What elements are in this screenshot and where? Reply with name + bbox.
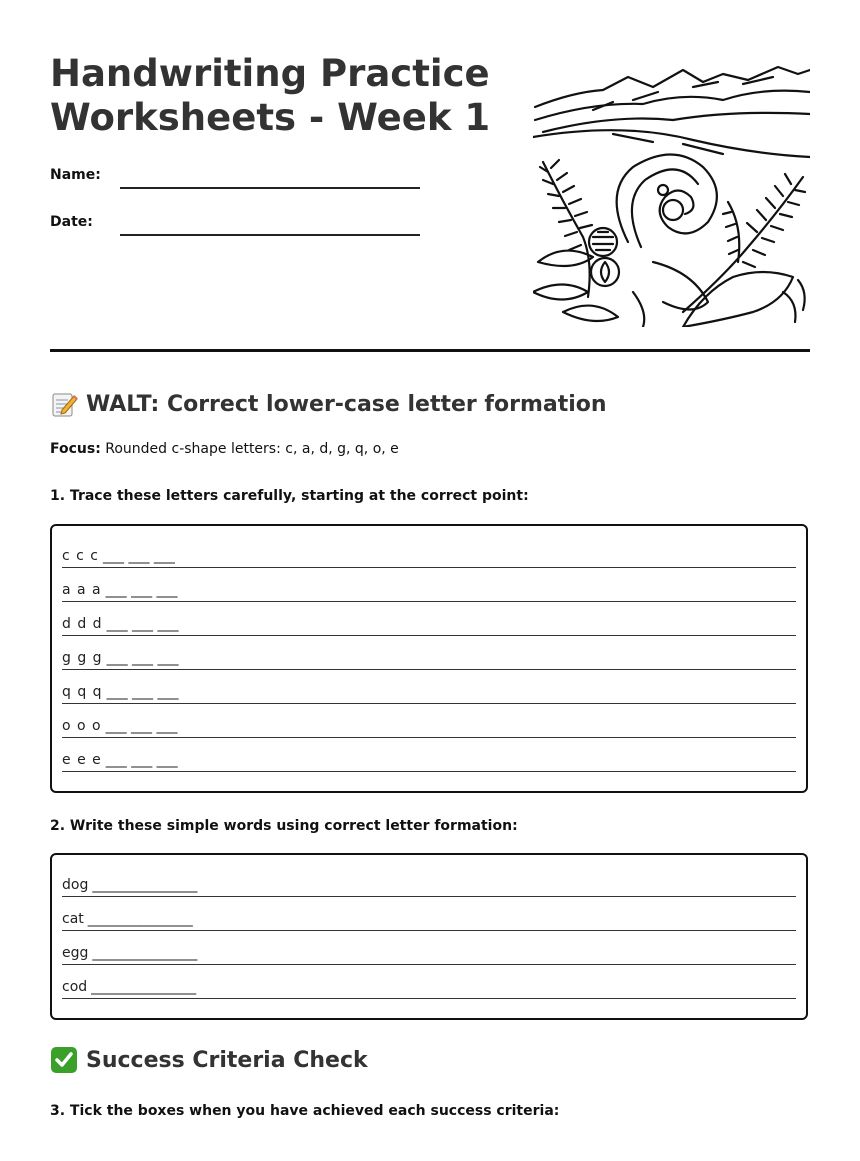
date-label: Date: xyxy=(50,214,93,230)
word-row[interactable] xyxy=(62,931,796,965)
check-mark-button-icon xyxy=(50,1046,78,1074)
word-row[interactable] xyxy=(62,897,796,931)
focus-label: Focus: xyxy=(50,441,101,457)
word-row[interactable] xyxy=(62,965,796,999)
trace-blanks: ___ ___ ___ xyxy=(103,548,175,564)
name-field[interactable] xyxy=(120,187,420,189)
header-divider xyxy=(50,349,810,352)
trace-row[interactable] xyxy=(62,636,796,670)
trace-row[interactable] xyxy=(62,602,796,636)
trace-row[interactable] xyxy=(62,704,796,738)
focus-text: Rounded c-shape letters: c, a, d, g, q, o, e xyxy=(100,441,399,457)
trace-blanks: ___ ___ ___ xyxy=(106,650,179,666)
question-2: 2. Write these simple words using correct letter formation: xyxy=(50,818,518,834)
trace-letters: e e e xyxy=(62,752,102,768)
trace-letters: d d d xyxy=(62,616,103,632)
word-blank: _______________ xyxy=(92,945,198,961)
write-words-box xyxy=(50,853,808,1020)
trace-letters: o o o xyxy=(62,718,102,734)
focus-line xyxy=(50,441,399,457)
trace-blanks: ___ ___ ___ xyxy=(106,616,179,632)
word-text: cat xyxy=(62,911,84,927)
word-blank: _______________ xyxy=(87,911,193,927)
trace-row[interactable] xyxy=(62,670,796,704)
title-line-2: Worksheets - Week 1 xyxy=(50,96,491,139)
trace-blanks: ___ ___ ___ xyxy=(105,752,178,768)
date-field[interactable] xyxy=(120,234,420,236)
question-1: 1. Trace these letters carefully, starting at the correct point: xyxy=(50,488,529,504)
trace-blanks: ___ ___ ___ xyxy=(106,684,179,700)
name-label: Name: xyxy=(50,167,101,183)
trace-row[interactable] xyxy=(62,568,796,602)
word-row[interactable] xyxy=(62,863,796,897)
walt-heading-text: WALT: Correct lower-case letter formation xyxy=(86,391,607,417)
worksheet-title xyxy=(50,52,490,140)
trace-letters: a a a xyxy=(62,582,102,598)
memo-icon xyxy=(50,390,78,418)
walt-heading xyxy=(50,390,607,418)
trace-letters-box xyxy=(50,524,808,793)
word-blank: _______________ xyxy=(91,979,197,995)
title-line-1: Handwriting Practice xyxy=(50,52,490,95)
word-blank: _______________ xyxy=(92,877,198,893)
trace-row[interactable] xyxy=(62,534,796,568)
koru-fern-mountain-illustration xyxy=(533,62,810,327)
success-criteria-heading xyxy=(50,1046,368,1074)
trace-blanks: ___ ___ ___ xyxy=(105,718,178,734)
success-criteria-heading-text: Success Criteria Check xyxy=(86,1047,368,1073)
trace-letters: c c c xyxy=(62,548,99,564)
trace-blanks: ___ ___ ___ xyxy=(105,582,178,598)
question-3: 3. Tick the boxes when you have achieved each success criteria: xyxy=(50,1103,560,1119)
word-text: dog xyxy=(62,877,89,893)
trace-letters: q q q xyxy=(62,684,103,700)
word-text: egg xyxy=(62,945,89,961)
word-text: cod xyxy=(62,979,88,995)
trace-letters: g g g xyxy=(62,650,103,666)
trace-row[interactable] xyxy=(62,738,796,772)
